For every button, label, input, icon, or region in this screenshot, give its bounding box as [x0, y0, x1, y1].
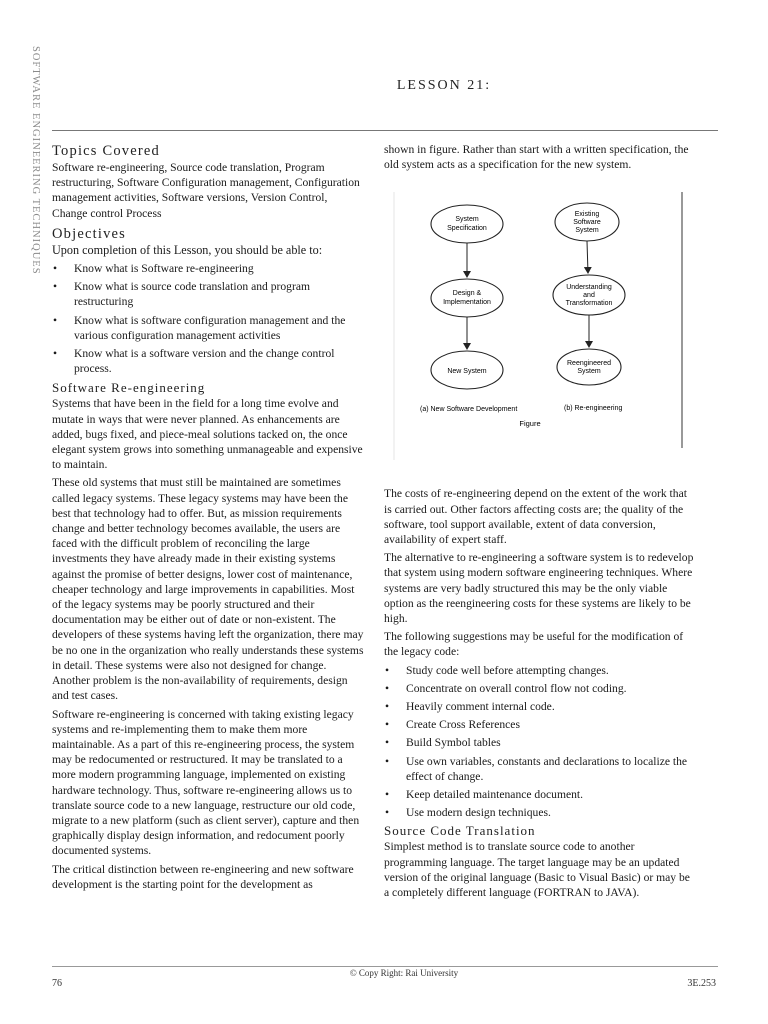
- suggestion-item: • Use own variables, constants and declarations to localize the effect of change.: [384, 754, 696, 784]
- node-label-and: and: [583, 292, 595, 300]
- costs-paragraph: The costs of re-engineering depend on the extent of the work that is carried out. Other factors affecting costs are; the quality of the software, tool support available, extent of data conversion, availability of expert staff.: [384, 487, 687, 547]
- objective-item: • Know what is source code translation and program restructuring: [52, 279, 364, 309]
- footer-rule: [52, 966, 718, 967]
- node-design-implementation: [431, 279, 503, 317]
- suggestion-item: • Keep detailed maintenance document.: [384, 787, 696, 802]
- objective-item: • Know what is a software version and the change control process.: [52, 346, 364, 376]
- objectives-intro: Upon completion of this Lesson, you should be able to:: [52, 242, 323, 257]
- suggestion-item: • Build Symbol tables: [384, 735, 696, 750]
- figure-title: Figure: [519, 419, 541, 429]
- page-number: 76: [52, 978, 62, 989]
- suggestion-item: • Concentrate on overall control flow not coding.: [384, 681, 696, 696]
- alternative-paragraph: The alternative to re-engineering a software system is to redevelop that system using modern software engineering techniques. Where systems are very badly structured this may be the only viable option as the reengineering costs for these systems are likely to be high.: [384, 551, 694, 626]
- reengineering-paragraph: Systems that have been in the field for a long time evolve and mutate in ways that were never planned. As enhancements are added, bugs fixed, and piece-meal solutions tacked on, the once elegant system grows into something unmanageable and expensive to maintain.: [52, 397, 363, 472]
- caption-new-software-development: (a) New Software Development: [420, 406, 518, 414]
- node-label-system3: System: [577, 368, 601, 376]
- suggestion-item: • Heavily comment internal code.: [384, 699, 696, 714]
- node-label-new-system: New System: [447, 368, 487, 376]
- reengineering-figure: [392, 192, 692, 464]
- node-label-existing: Existing: [574, 211, 600, 219]
- objectives-heading: Objectives: [52, 225, 127, 242]
- right-column: [384, 142, 696, 903]
- node-label-implementation: Implementation: [443, 299, 491, 307]
- suggestion-item: • Study code well before attempting changes.: [384, 663, 696, 678]
- objective-item: • Know what is software configuration management and the various configuration management activities: [52, 313, 364, 343]
- caption-reengineering: (b) Re-engineering: [564, 405, 623, 413]
- node-label-software: Software: [573, 219, 601, 227]
- suggestion-item: • Use modern design techniques.: [384, 805, 696, 820]
- source-code-translation-heading: Source Code Translation: [384, 823, 536, 839]
- objective-item: • Know what is Software re-engineering: [52, 261, 364, 276]
- topics-heading: Topics Covered: [52, 143, 160, 159]
- node-label-specification: Specification: [447, 225, 487, 233]
- continuation-text: shown in figure. Rather than start with a written specification, the old system acts as a specification for the new system.: [384, 143, 689, 172]
- arrow-right-1: [587, 241, 588, 273]
- node-label-system: System: [455, 216, 479, 224]
- node-label-transformation: Transformation: [565, 300, 613, 308]
- topics-text: Software re-engineering, Source code translation, Program restructuring, Software Configuration management, Configuration management activities, Software versions, Version Control, Change control Process: [52, 161, 360, 220]
- suggestions-intro: The following suggestions may be useful for the modification of the legacy code:: [384, 630, 684, 659]
- software-reengineering-heading: Software Re-engineering: [52, 380, 206, 396]
- node-system-specification: [431, 205, 503, 243]
- reengineering-paragraph: Software re-engineering is concerned with taking existing legacy systems and re-implementing them to make them more maintainable. As a part of this re-engineering process, the system may be redocumented or restructured. It may be translated to a more modern programming language, implemented on existing hardware technology. Thus, software re-engineering allows us to translate source code to a new language, restructure our old code, migrate to a new platform (such as client server), capture and then graphically display design information, and redocument poorly documented systems.: [52, 707, 360, 858]
- lesson-title: LESSON 21:: [396, 78, 492, 93]
- node-label-understanding: Understanding: [566, 284, 612, 292]
- reengineering-paragraph: These old systems that must still be maintained are sometimes called legacy systems. These legacy systems may have been the best that technology had to offer. But, as mission requirements change and better technology becomes available, the users are faced with the difficult problem of reconciling the large investments they have already made in their existing systems against the promise of better designs, lower cost of maintenance, cheaper technology and large improvements in capabilities. Most of the legacy systems may be poorly structured and their documentation may be either out of date or non-existent. The developers of these systems having left the organization, there may be no one in the organization who really understands these systems in detail. These systems were also not designed for change. Another problem is the non-availability of requirements, design and test cases.: [52, 476, 364, 703]
- node-label-design: Design &: [452, 290, 482, 298]
- node-label-system2: System: [575, 227, 599, 235]
- header-rule: [52, 130, 718, 131]
- objectives-list: [52, 261, 364, 376]
- source-code-translation-text: Simplest method is to translate source code to another programming language. The target language may be an updated version of the original language (Basic to Visual Basic) or may be a completely different language (FORTRAN to JAVA).: [384, 840, 690, 900]
- figure-diagram: [392, 192, 692, 464]
- reengineering-paragraph: The critical distinction between re-engineering and new software development is the starting point for the development as: [52, 862, 354, 891]
- side-running-title: SOFTWARE ENGINEERING TECHNIQUES: [30, 46, 41, 275]
- suggestions-list: [384, 663, 696, 821]
- page-code: 3E.253: [687, 978, 716, 989]
- footer-copyright: © Copy Right: Rai University: [349, 968, 459, 978]
- node-reengineered-system: [557, 349, 621, 385]
- node-label-reengineered: Reengineered: [567, 360, 611, 368]
- suggestion-item: • Create Cross References: [384, 717, 696, 732]
- left-column: [52, 142, 364, 895]
